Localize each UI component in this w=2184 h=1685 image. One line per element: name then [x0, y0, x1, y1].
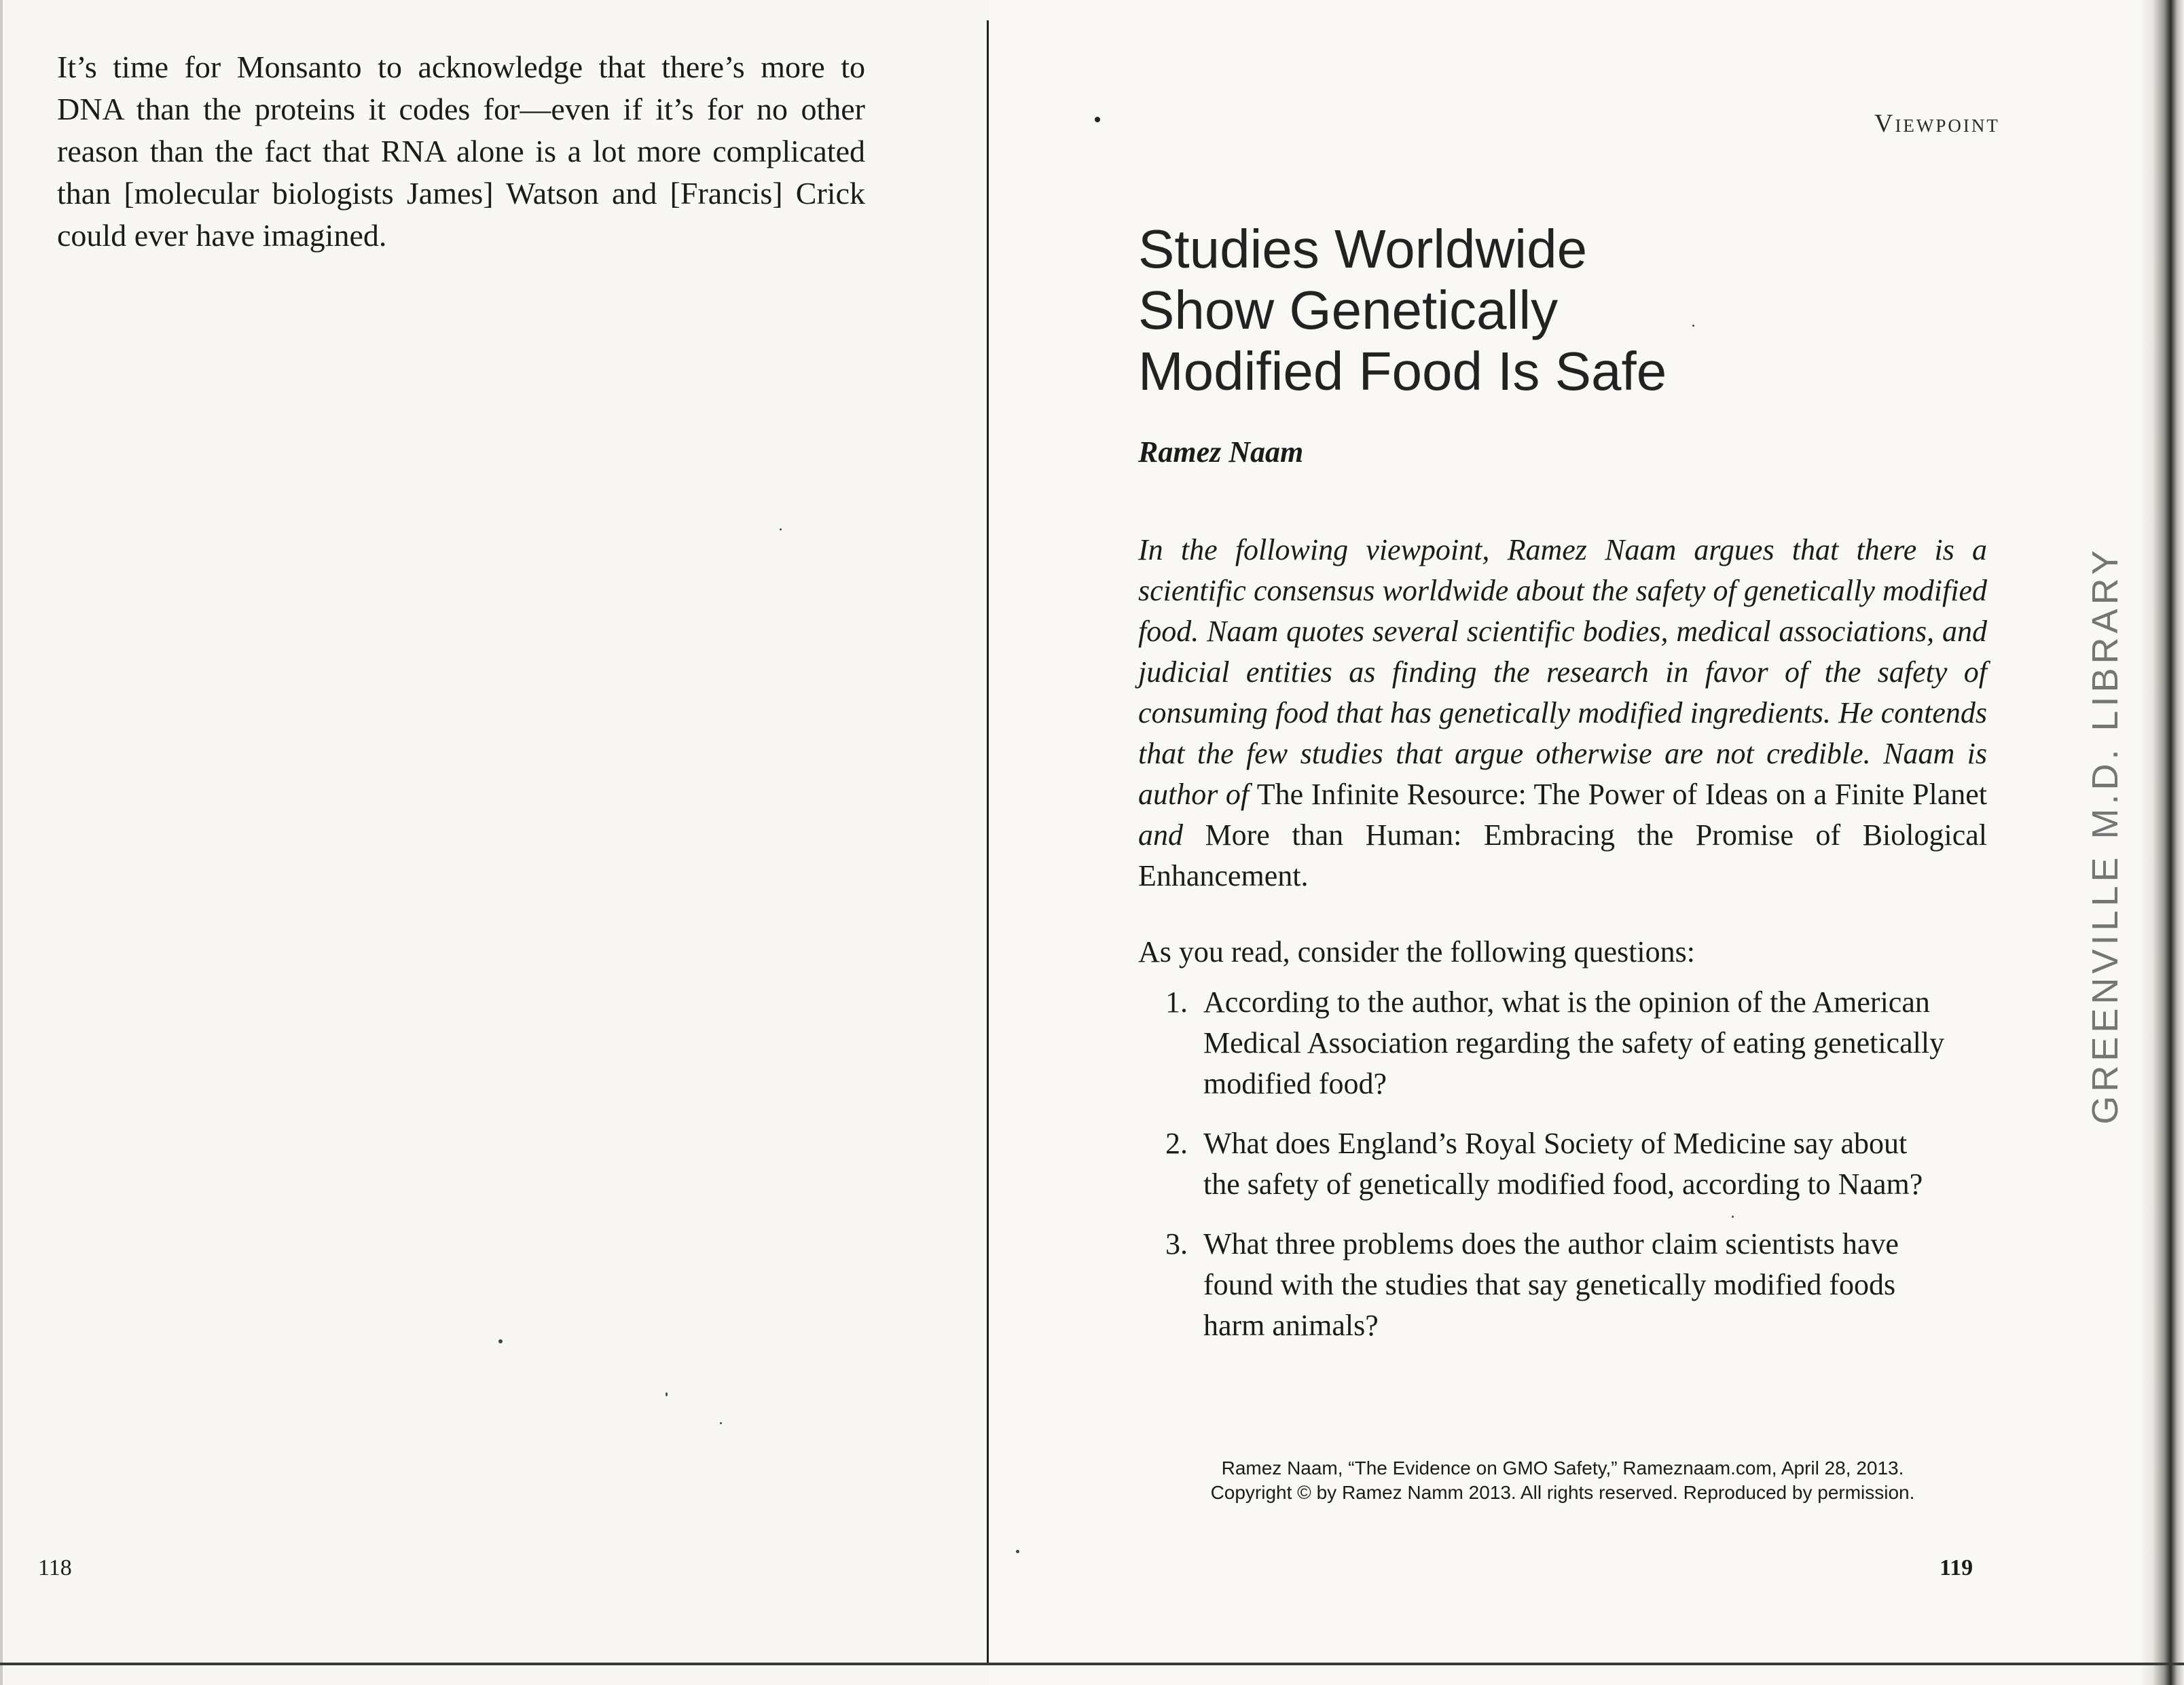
- scan-binding-edge: [2139, 0, 2184, 1685]
- right-page: [989, 0, 2184, 1685]
- page-number-right: 119: [1940, 1555, 1973, 1580]
- section-label: Viewpoint: [1874, 109, 2000, 138]
- library-stamp: [2085, 546, 2126, 1125]
- scan-speck: [1692, 325, 1694, 327]
- book-title: More than Human: Embracing the Promise of Biological Enhancement.: [1138, 818, 1987, 892]
- author-name: Ramez Naam: [1138, 435, 1304, 469]
- question-item: [1138, 1224, 1987, 1346]
- question-text: What does England’s Royal Society of Medicine say about the safety of genetically modified food, according to Naam?: [1203, 1127, 1923, 1201]
- scan-speck: [780, 528, 782, 530]
- question-list: [1138, 982, 1987, 1365]
- library-stamp-text: GREENVILLE M.D. LIBRARY: [2085, 546, 2126, 1125]
- source-citation: [1138, 1456, 1987, 1505]
- intro-paragraph: [1138, 530, 1987, 896]
- question-number: 2.: [1165, 1127, 1188, 1160]
- left-page-body: [57, 46, 865, 257]
- scan-bottom-edge: [0, 1663, 2184, 1665]
- book-title: The Infinite Resource: The Power of Ideas on a Finite Planet: [1256, 778, 1987, 811]
- scan-speck: [498, 1339, 503, 1343]
- citation-line: Ramez Naam, “The Evidence on GMO Safety,” Rameznaam.com, April 28, 2013.: [1221, 1457, 1904, 1479]
- citation-line: Copyright © by Ramez Namm 2013. All rights reserved. Reproduced by permission.: [1210, 1482, 1915, 1503]
- question-item: [1138, 982, 1987, 1104]
- intro-text: In the following viewpoint, Ramez Naam argues that there is a scientific consensus worldwide about the safety of genetically modified food. Naam quotes several scientific bodies, medical associations, and judicial entities as finding the research in favor of the safety of consuming food that has genetically modified ingredients. He contends that the few studies that argue otherwise are not credible. Naam is author of: [1138, 533, 1987, 811]
- question-text: According to the author, what is the opinion of the American Medical Association regarding the safety of eating genetically modified food?: [1203, 985, 1945, 1100]
- scan-speck: [1016, 1550, 1019, 1553]
- question-number: 1.: [1165, 985, 1188, 1019]
- question-number: 3.: [1165, 1227, 1188, 1261]
- scan-speck: [1732, 1216, 1734, 1218]
- scan-speck: [666, 1392, 668, 1396]
- left-page: [0, 0, 989, 1685]
- title-line: Show Genetically: [1138, 280, 1559, 340]
- questions-heading: As you read, consider the following questions:: [1138, 935, 1695, 968]
- title-line: Modified Food Is Safe: [1138, 341, 1667, 401]
- page-edge-shadow: [0, 0, 3, 1685]
- body-paragraph: It’s time for Monsanto to acknowledge that there’s more to DNA than the proteins it codes for—even if it’s for no other reason than the fact that RNA alone is a lot more complicated than [molecular biologists James] Watson and [Francis] Crick could ever have imagined.: [57, 50, 865, 253]
- scan-speck: [1095, 117, 1100, 122]
- question-text: What three problems does the author claim scientists have found with the studies that say genetically modified foods harm animals?: [1203, 1227, 1899, 1342]
- scan-speck: [720, 1422, 722, 1424]
- intro-conjunction: and: [1138, 818, 1205, 852]
- question-item: [1138, 1123, 1987, 1205]
- title-line: Studies Worldwide: [1138, 219, 1588, 279]
- page-number-left: 118: [38, 1555, 72, 1580]
- page-title: [1138, 219, 1817, 402]
